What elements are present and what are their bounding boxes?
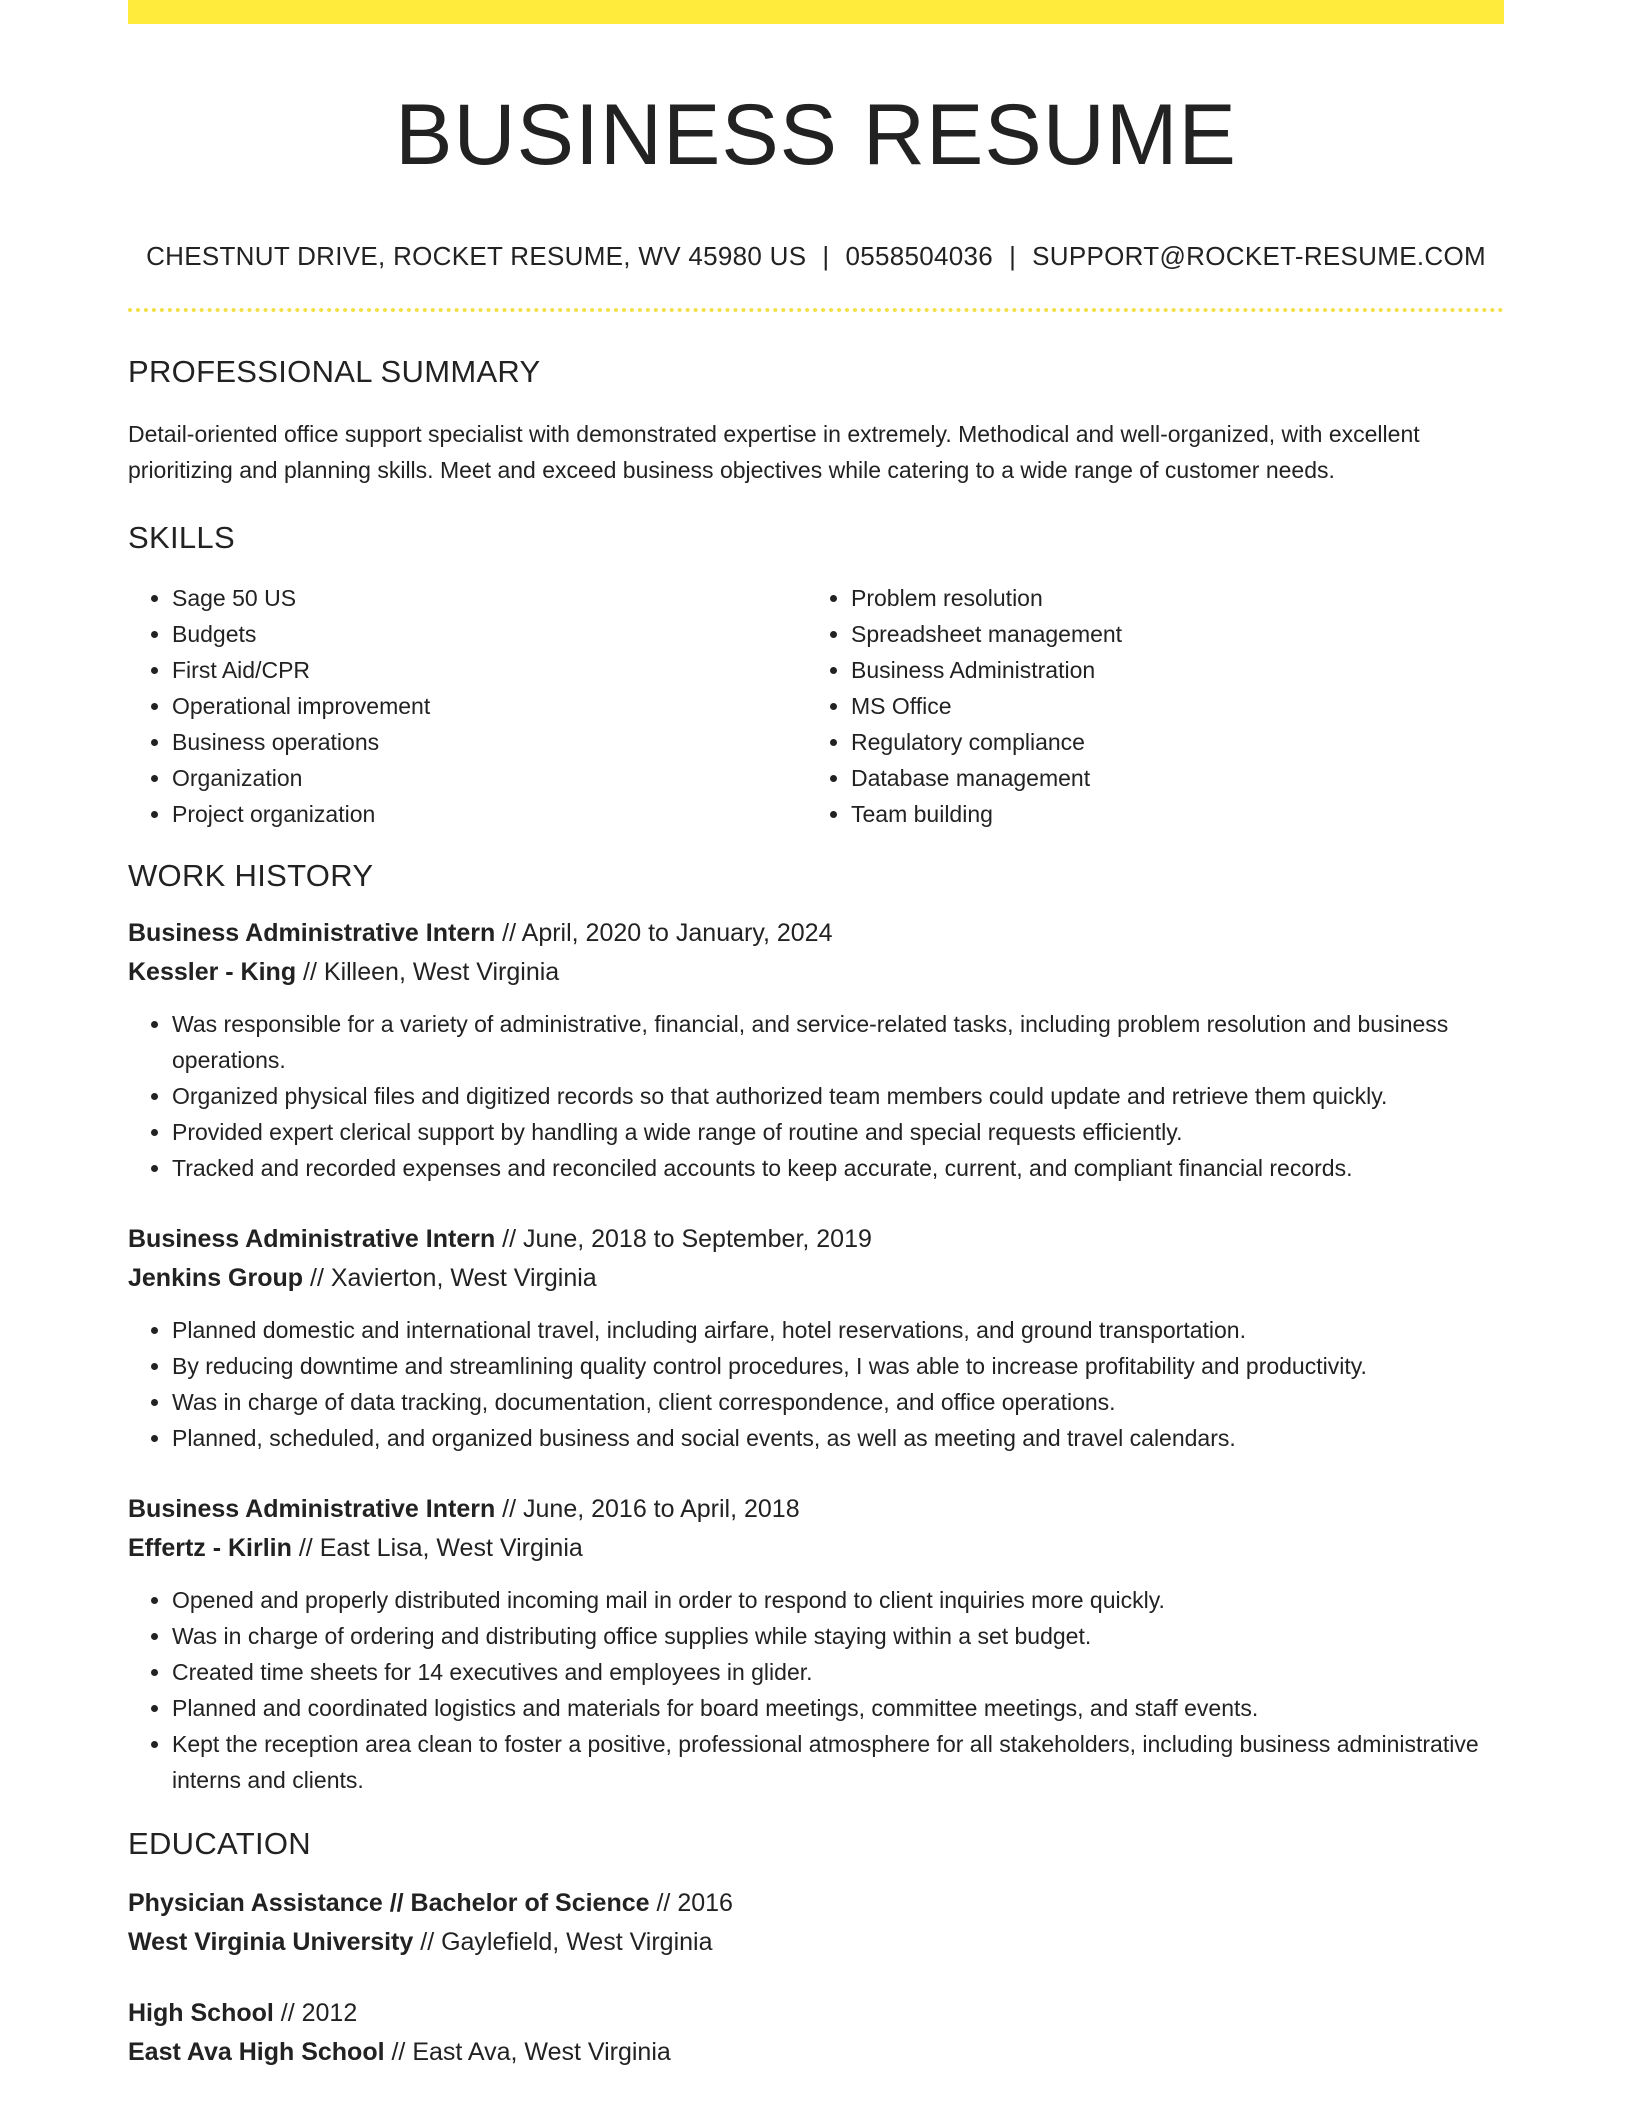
- skills-column-left: [128, 580, 806, 832]
- skill-item: • Budgets: [172, 616, 806, 652]
- job-role: Business Administrative Intern: [128, 1224, 496, 1253]
- job-location: // Killeen, West Virginia: [296, 957, 560, 986]
- education-school: West Virginia University: [128, 1927, 414, 1956]
- dotted-divider: [128, 308, 1504, 312]
- job-bullet: • Provided expert clerical support by handling a wide range of routine and special requests efficiently.: [172, 1114, 1504, 1150]
- education-degree-line: [128, 1994, 1504, 2033]
- job-company-line: [128, 1259, 1504, 1298]
- job-entry: [128, 914, 1504, 1186]
- skill-item: • MS Office: [851, 688, 1485, 724]
- skill-item: • Sage 50 US: [172, 580, 806, 616]
- job-bullets: [128, 1312, 1504, 1456]
- education-year: // 2012: [273, 1998, 358, 2027]
- job-company: Effertz - Kirlin: [128, 1533, 292, 1562]
- job-title-line: [128, 914, 1504, 953]
- job-role: Business Administrative Intern: [128, 1494, 496, 1523]
- job-bullet: • Created time sheets for 14 executives and employees in glider.: [172, 1654, 1504, 1690]
- job-company: Kessler - King: [128, 957, 297, 986]
- education-location: // East Ava, West Virginia: [384, 2037, 671, 2066]
- education-entry: [128, 1884, 1504, 1962]
- skill-item: • Regulatory compliance: [851, 724, 1485, 760]
- education-location: // Gaylefield, West Virginia: [413, 1927, 713, 1956]
- skills-heading: SKILLS: [128, 519, 235, 555]
- summary-text: Detail-oriented office support specialist with demonstrated expertise in extremely. Methodical and well-organized, with excellent prioritizing and planning skills. Meet and exceed business objectives while catering to a wide range of customer needs.: [128, 420, 1420, 483]
- education-school-line: [128, 1923, 1504, 1962]
- contact-phone: 0558504036: [845, 240, 994, 271]
- job-title-line: [128, 1490, 1504, 1529]
- job-bullet: • Planned domestic and international travel, including airfare, hotel reservations, and ground transportation.: [172, 1312, 1504, 1348]
- skill-item: • Business operations: [172, 724, 806, 760]
- job-dates: // April, 2020 to January, 2024: [495, 918, 833, 947]
- skill-item: • First Aid/CPR: [172, 652, 806, 688]
- skills-list: [128, 580, 1504, 832]
- summary-heading: PROFESSIONAL SUMMARY: [128, 353, 541, 389]
- skill-item: • Spreadsheet management: [851, 616, 1485, 652]
- job-bullet: • Planned, scheduled, and organized business and social events, as well as meeting and travel calendars.: [172, 1420, 1504, 1456]
- job-location: // Xavierton, West Virginia: [303, 1263, 597, 1292]
- skill-item: • Operational improvement: [172, 688, 806, 724]
- education-year: // 2016: [649, 1888, 733, 1917]
- job-bullets: [128, 1006, 1504, 1186]
- job-entry: [128, 1490, 1504, 1798]
- job-bullet: • Was in charge of ordering and distributing office supplies while staying within a set budget.: [172, 1618, 1504, 1654]
- contact-email: SUPPORT@ROCKET-RESUME.COM: [1032, 240, 1486, 271]
- skill-item: • Database management: [851, 760, 1485, 796]
- work-history-heading: WORK HISTORY: [128, 857, 374, 893]
- education-entry: [128, 1994, 1504, 2072]
- top-accent-bar: [128, 0, 1504, 24]
- education-degree-line: [128, 1884, 1504, 1923]
- job-entry: [128, 1220, 1504, 1456]
- education-school-line: [128, 2033, 1504, 2072]
- contact-line: [128, 241, 1504, 272]
- job-bullet: • Tracked and recorded expenses and reconciled accounts to keep accurate, current, and compliant financial records.: [172, 1150, 1504, 1186]
- resume-name: BUSINESS RESUME: [395, 87, 1237, 183]
- job-role: Business Administrative Intern: [128, 918, 496, 947]
- education-school: East Ava High School: [128, 2037, 385, 2066]
- contact-separator: |: [1009, 240, 1017, 271]
- resume-page: [128, 0, 1504, 2072]
- skill-item: • Organization: [172, 760, 806, 796]
- job-bullet: • Opened and properly distributed incoming mail in order to respond to client inquiries more quickly.: [172, 1582, 1504, 1618]
- education-heading: EDUCATION: [128, 1825, 311, 1861]
- job-dates: // June, 2016 to April, 2018: [495, 1494, 800, 1523]
- job-location: // East Lisa, West Virginia: [291, 1533, 583, 1562]
- skill-item: • Project organization: [172, 796, 806, 832]
- job-bullets: [128, 1582, 1504, 1798]
- education-degree: Physician Assistance // Bachelor of Science: [128, 1888, 650, 1917]
- skills-column-right: [806, 580, 1485, 832]
- job-bullet: • Was in charge of data tracking, documentation, client correspondence, and office operations.: [172, 1384, 1504, 1420]
- job-bullet: • Planned and coordinated logistics and materials for board meetings, committee meetings, and staff events.: [172, 1690, 1504, 1726]
- education-degree: High School: [128, 1998, 274, 2027]
- job-bullet: • Was responsible for a variety of administrative, financial, and service-related tasks, including problem resolution and business operations.: [172, 1006, 1504, 1078]
- job-bullet: • By reducing downtime and streamlining quality control procedures, I was able to increase profitability and productivity.: [172, 1348, 1504, 1384]
- contact-address: CHESTNUT DRIVE, ROCKET RESUME, WV 45980 US: [146, 240, 807, 271]
- job-bullet: • Organized physical files and digitized records so that authorized team members could update and retrieve them quickly.: [172, 1078, 1504, 1114]
- job-company-line: [128, 1529, 1504, 1568]
- contact-separator: |: [822, 240, 830, 271]
- skill-item: • Business Administration: [851, 652, 1485, 688]
- job-company-line: [128, 953, 1504, 992]
- job-company: Jenkins Group: [128, 1263, 304, 1292]
- job-dates: // June, 2018 to September, 2019: [495, 1224, 872, 1253]
- skill-item: • Team building: [851, 796, 1485, 832]
- skill-item: • Problem resolution: [851, 580, 1485, 616]
- job-bullet: • Kept the reception area clean to foster a positive, professional atmosphere for all stakeholders, including business administrative interns and clients.: [172, 1726, 1504, 1798]
- job-title-line: [128, 1220, 1504, 1259]
